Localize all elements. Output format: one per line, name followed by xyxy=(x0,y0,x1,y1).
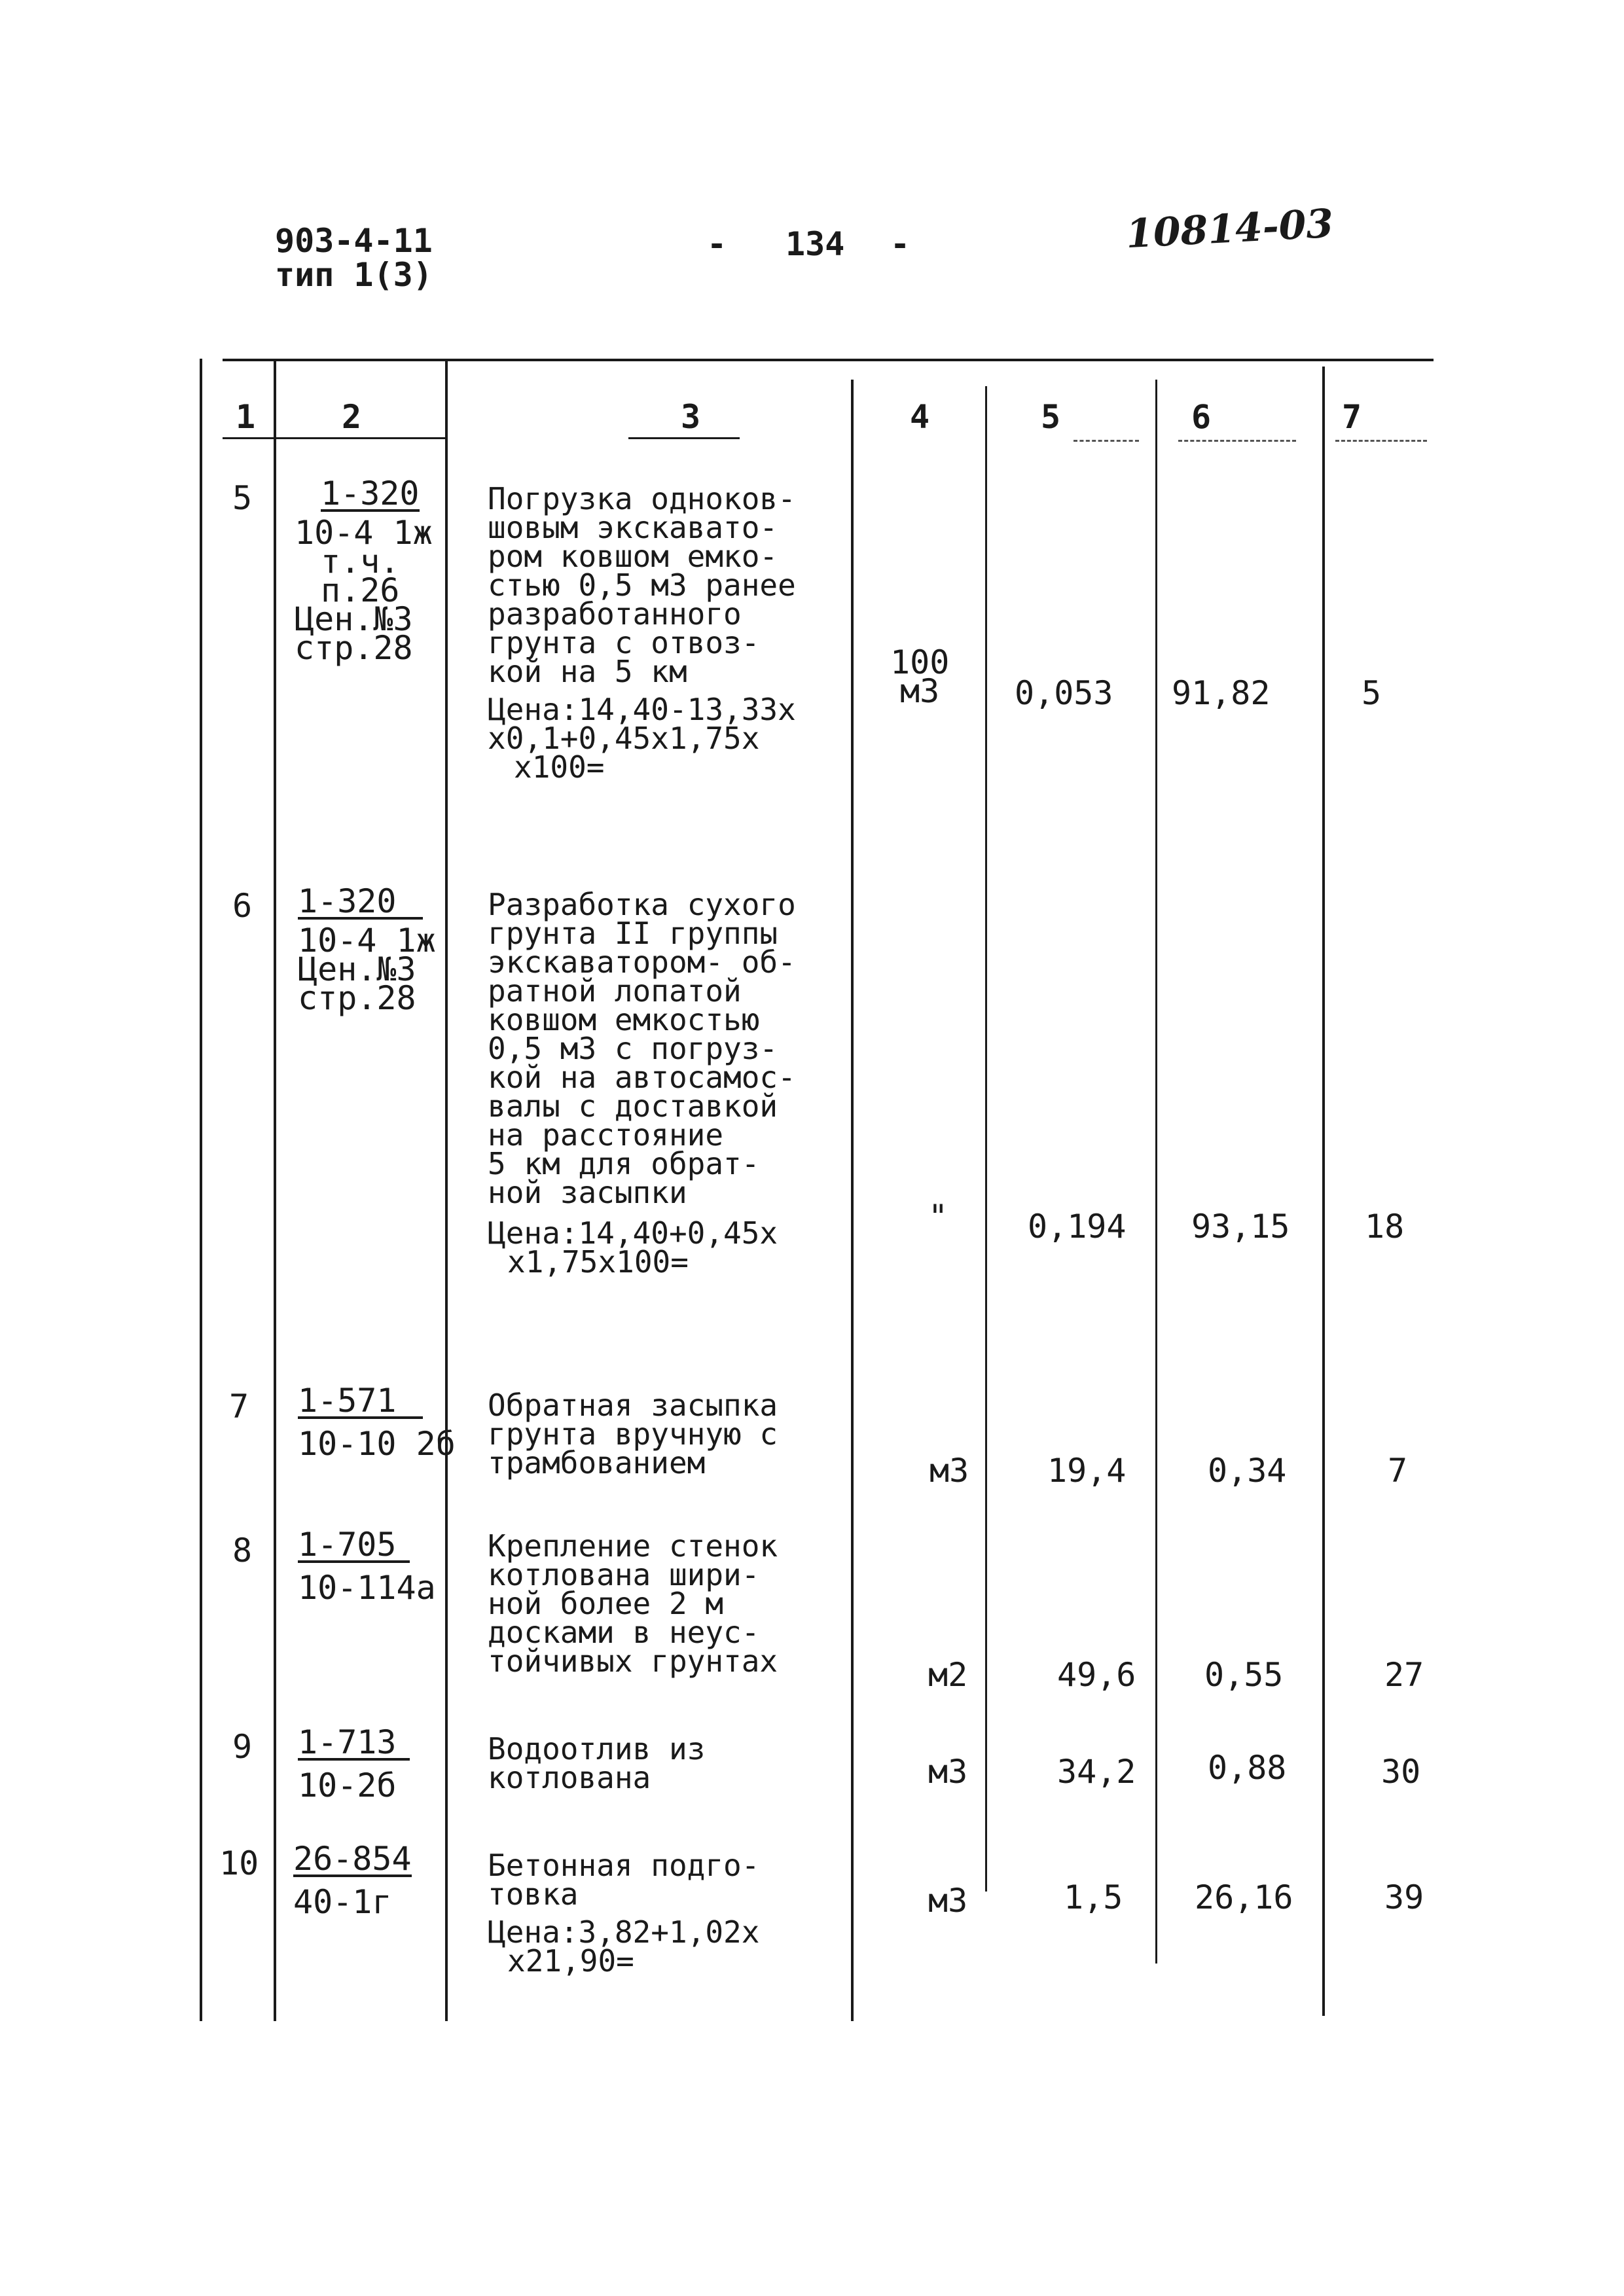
desc-line: стью 0,5 м3 ранее xyxy=(488,567,796,603)
page-dash-left: - xyxy=(707,225,727,263)
row-quantity: 49,6 xyxy=(1057,1656,1136,1694)
page-number: 134 xyxy=(785,225,845,263)
row-total: 5 xyxy=(1362,674,1382,712)
code-main: 1-320 xyxy=(298,887,423,920)
row-number: 10 xyxy=(219,1844,259,1882)
code-sub-line: Цен.№3 xyxy=(298,950,416,988)
row-code xyxy=(295,475,433,667)
col-header-6: 6 xyxy=(1191,398,1212,436)
desc-line: ром ковшом емко- xyxy=(488,539,778,574)
row-code xyxy=(298,1723,410,1804)
row-code xyxy=(298,882,436,1017)
desc-line: досками в неус- xyxy=(488,1615,760,1650)
table-top-border xyxy=(223,359,1434,361)
code-sub-line: 10-4 1ж xyxy=(298,922,436,960)
row-unit: м3 xyxy=(928,1882,968,1920)
row-number: 8 xyxy=(232,1532,253,1570)
desc-line: грунта вручную с xyxy=(488,1416,778,1452)
header-underline-1 xyxy=(223,437,445,439)
row-number: 6 xyxy=(232,887,253,925)
row-unit-cost: 0,55 xyxy=(1204,1656,1284,1694)
header-dash-5 xyxy=(1074,440,1139,442)
desc-line: Обратная засыпка xyxy=(488,1388,778,1423)
row-number: 9 xyxy=(232,1728,253,1766)
col-header-5: 5 xyxy=(1041,398,1061,436)
row-description xyxy=(488,1731,706,1795)
row-description xyxy=(488,1848,760,1979)
col-divider-1-2 xyxy=(274,359,276,2021)
code-main: 1-705 xyxy=(298,1530,410,1563)
price-line: Цена:14,40+0,45х xyxy=(488,1215,778,1251)
row-total: 7 xyxy=(1388,1452,1408,1490)
col-header-1: 1 xyxy=(236,398,256,436)
row-unit: " xyxy=(928,1198,948,1236)
row-description xyxy=(488,1388,778,1480)
desc-line: ной более 2 м xyxy=(488,1586,724,1621)
price-line: Цена:14,40-13,33х xyxy=(488,692,796,727)
desc-line: 5 км для обрат- xyxy=(488,1146,760,1181)
code-main: 1-713 xyxy=(298,1728,410,1761)
desc-line: тойчивых грунтах xyxy=(488,1643,778,1679)
desc-line: Погрузка одноков- xyxy=(488,481,796,516)
code-sub-line: стр.28 xyxy=(298,979,416,1017)
desc-line: шовым экскавато- xyxy=(488,510,778,545)
row-total: 39 xyxy=(1384,1878,1424,1916)
header-underline-2 xyxy=(628,437,740,439)
desc-line: Водоотлив из xyxy=(488,1731,706,1767)
row-total: 18 xyxy=(1365,1208,1405,1246)
code-main: 1-571 xyxy=(298,1386,423,1419)
unit-measure: м3 xyxy=(900,672,940,710)
row-quantity: 0,194 xyxy=(1028,1208,1127,1246)
code-sub-line: стр.28 xyxy=(295,629,413,667)
col-divider-2-3 xyxy=(445,359,448,2021)
desc-line: кой на 5 км xyxy=(488,654,687,689)
code-sub-line: 10-10 2б xyxy=(298,1425,456,1463)
header-dash-6 xyxy=(1178,440,1296,442)
page-dash-right: - xyxy=(890,225,911,263)
row-quantity: 1,5 xyxy=(1064,1878,1123,1916)
row-unit xyxy=(890,643,950,710)
col-divider-5-6 xyxy=(1155,380,1157,1964)
desc-line: трамбованием xyxy=(488,1445,706,1480)
row-code xyxy=(293,1840,412,1921)
desc-line: на расстояние xyxy=(488,1117,724,1153)
row-unit: м3 xyxy=(928,1753,968,1791)
desc-line: товка xyxy=(488,1876,579,1912)
price-line: х100= xyxy=(514,749,605,785)
desc-line: ковшом емкостью xyxy=(488,1002,760,1037)
code-sub-line: п.26 xyxy=(321,571,400,609)
code-sub-line: т.ч. xyxy=(321,543,400,581)
desc-line: ной засыпки xyxy=(488,1175,687,1210)
row-quantity: 0,053 xyxy=(1015,674,1113,712)
row-quantity: 19,4 xyxy=(1047,1452,1127,1490)
desc-line: Бетонная подго- xyxy=(488,1848,760,1883)
desc-line: валы с доставкой xyxy=(488,1088,778,1124)
col-header-3: 3 xyxy=(681,398,701,436)
desc-line: котлована шири- xyxy=(488,1557,760,1592)
desc-line: 0,5 м3 с погруз- xyxy=(488,1031,778,1066)
code-sub-line: 10-4 1ж xyxy=(295,514,433,552)
col-divider-6-7 xyxy=(1322,367,1325,2016)
col-header-2: 2 xyxy=(342,398,362,436)
desc-line: ратной лопатой xyxy=(488,973,742,1009)
col-divider-4-5 xyxy=(985,386,987,1892)
desc-line: Разработка сухого xyxy=(488,887,796,922)
row-unit: м3 xyxy=(929,1452,969,1490)
doc-type: тип 1(3) xyxy=(275,256,433,294)
code-sub-line: 40-1г xyxy=(293,1883,392,1921)
handwritten-code: 10814-03 xyxy=(1125,200,1335,258)
price-line: Цена:3,82+1,02х xyxy=(488,1914,760,1950)
row-description xyxy=(488,481,796,785)
row-number: 7 xyxy=(229,1388,249,1426)
row-description xyxy=(488,887,796,1280)
row-quantity: 34,2 xyxy=(1057,1753,1136,1791)
header-dash-7 xyxy=(1335,440,1427,442)
unit-qty: 100 xyxy=(890,643,950,681)
row-unit-cost: 93,15 xyxy=(1191,1208,1290,1246)
row-unit-cost: 26,16 xyxy=(1195,1878,1293,1916)
doc-code: 903-4-11 xyxy=(275,222,433,260)
desc-line: экскаватором- об- xyxy=(488,944,796,980)
row-code xyxy=(298,1526,436,1607)
price-line: х21,90= xyxy=(507,1943,634,1979)
code-sub-line: Цен.№3 xyxy=(295,600,413,638)
row-total: 27 xyxy=(1384,1656,1424,1694)
desc-line: грунта с отвоз- xyxy=(488,625,760,660)
row-unit: м2 xyxy=(928,1656,968,1694)
row-number: 5 xyxy=(232,479,253,517)
col-header-4: 4 xyxy=(910,398,930,436)
col-header-7: 7 xyxy=(1342,398,1362,436)
row-description xyxy=(488,1528,778,1679)
price-line: х1,75х100= xyxy=(507,1244,689,1280)
row-unit-cost: 0,34 xyxy=(1208,1452,1287,1490)
row-unit-cost: 91,82 xyxy=(1172,674,1271,712)
code-sub-line: 10-2б xyxy=(298,1767,397,1804)
desc-line: кой на автосамос- xyxy=(488,1060,796,1095)
table-left-border xyxy=(200,359,202,2021)
row-code xyxy=(298,1382,456,1463)
desc-line: грунта II группы xyxy=(488,916,778,951)
row-unit-cost: 0,88 xyxy=(1208,1749,1287,1787)
desc-line: котлована xyxy=(488,1760,651,1795)
code-sub-line: 10-114а xyxy=(298,1569,436,1607)
desc-line: разработанного xyxy=(488,596,742,632)
code-main: 26-854 xyxy=(293,1840,412,1878)
code-main: 1-320 xyxy=(321,475,420,512)
row-total: 30 xyxy=(1381,1753,1421,1791)
col-divider-3-4 xyxy=(851,380,854,2021)
price-line: х0,1+0,45х1,75х xyxy=(488,721,760,756)
desc-line: Крепление стенок xyxy=(488,1528,778,1564)
